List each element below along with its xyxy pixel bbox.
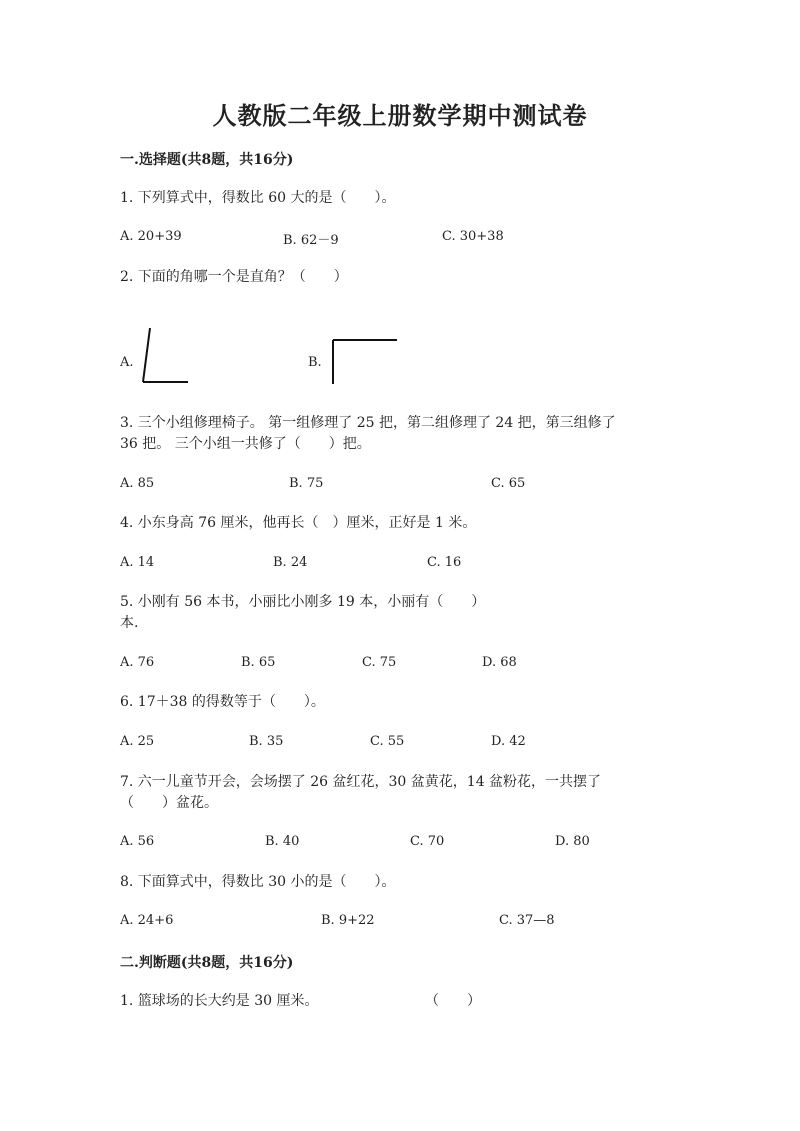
question-1-option-c: C. 30+38 (442, 229, 504, 244)
question-5-option-c: C. 75 (362, 655, 397, 670)
question-4-option-b: B. 24 (273, 555, 308, 570)
question-8-option-a: A. 24+6 (120, 913, 174, 928)
question-7-stem-line2: （ ）盆花。 (120, 795, 218, 811)
question-2-option-a: A. (120, 355, 134, 370)
judgement-1-answer-blank: （ ） (425, 993, 481, 1009)
question-6-option-a: A. 25 (120, 734, 155, 749)
question-1-option-b: B. 62－9 (283, 233, 339, 248)
section-heading-true-false: 二.判断题(共8题，共16分) (120, 955, 294, 971)
question-1-option-a: A. 20+39 (120, 229, 182, 244)
question-4-stem: 4. 小东身高 76 厘米，他再长（ ）厘米，正好是 1 米。 (120, 515, 477, 531)
judgement-1-stem: 1. 篮球场的长大约是 30 厘米。 (120, 993, 319, 1009)
question-5-option-a: A. 76 (120, 655, 155, 670)
question-3-option-c: C. 65 (491, 476, 526, 491)
section-heading-choice: 一.选择题(共8题，共16分) (120, 152, 294, 168)
question-2-stem: 2. 下面的角哪一个是直角？（ ） (120, 269, 348, 285)
question-3-stem-line2: 36 把。 三个小组一共修了（ ）把。 (120, 436, 371, 452)
question-7-option-d: D. 80 (555, 834, 590, 849)
question-3-option-a: A. 85 (120, 476, 155, 491)
question-7-stem-line1: 7. 六一儿童节开会，会场摆了 26 盆红花，30 盆黄花，14 盆粉花，一共摆了 (120, 774, 602, 790)
question-4-option-c: C. 16 (427, 555, 462, 570)
question-6-option-b: B. 35 (249, 734, 284, 749)
question-3-option-b: B. 75 (289, 476, 324, 491)
question-6-stem: 6. 17＋38 的得数等于（ ）。 (120, 694, 325, 710)
question-8-option-c: C. 37—8 (499, 913, 555, 928)
question-4-option-a: A. 14 (120, 555, 155, 570)
question-1-stem: 1. 下列算式中，得数比 60 大的是（ ）。 (120, 190, 396, 206)
question-3-stem-line1: 3. 三个小组修理椅子。 第一组修理了 25 把，第二组修理了 24 把，第三组修了 (120, 415, 616, 431)
question-2-option-b: B. (308, 355, 322, 370)
question-8-option-b: B. 9+22 (321, 913, 375, 928)
acute-angle-figure (140, 326, 192, 386)
question-6-option-d: D. 42 (491, 734, 526, 749)
question-6-option-c: C. 55 (370, 734, 405, 749)
question-5-stem-line2: 本. (120, 615, 139, 631)
question-7-option-c: C. 70 (410, 834, 445, 849)
right-angle-figure (330, 337, 400, 387)
question-7-option-b: B. 40 (265, 834, 300, 849)
question-5-option-b: B. 65 (241, 655, 276, 670)
question-8-stem: 8. 下面算式中，得数比 30 小的是（ ）。 (120, 874, 396, 890)
question-5-option-d: D. 68 (482, 655, 517, 670)
page-title: 人教版二年级上册数学期中测试卷 (212, 101, 588, 130)
question-5-stem-line1: 5. 小刚有 56 本书，小丽比小刚多 19 本，小丽有（ ） (120, 594, 486, 610)
question-7-option-a: A. 56 (120, 834, 155, 849)
